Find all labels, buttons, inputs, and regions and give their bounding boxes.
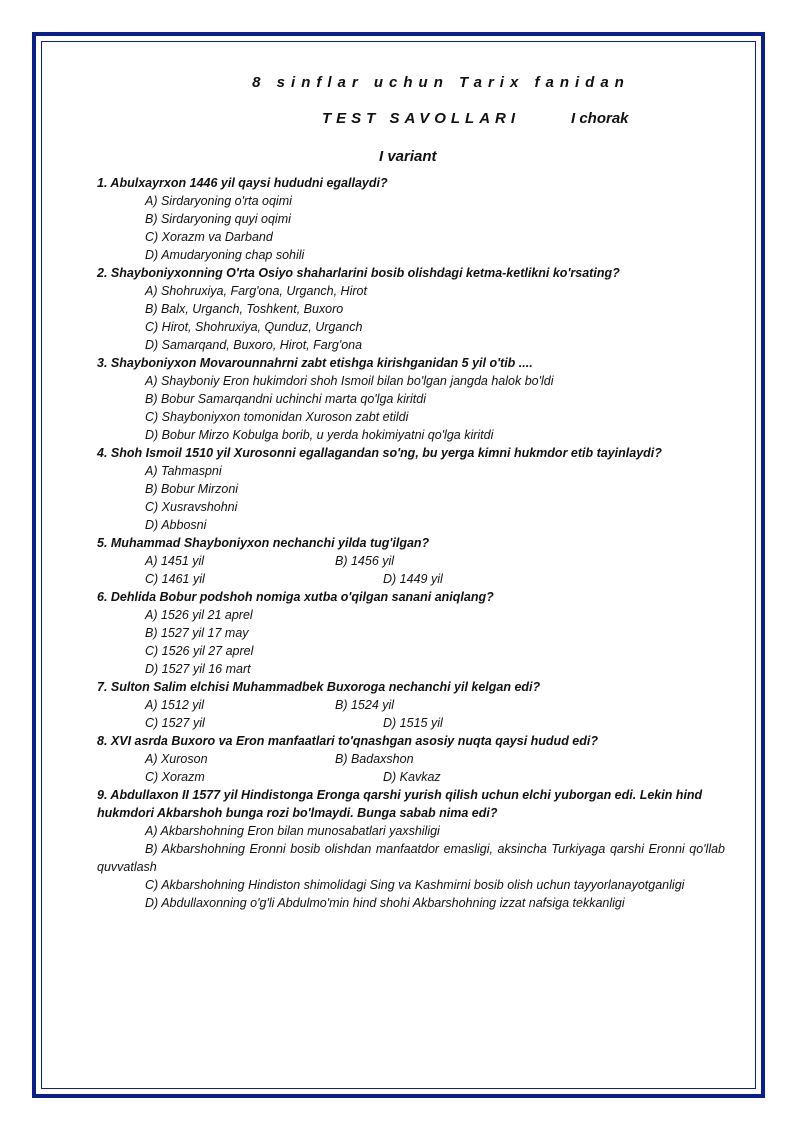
- answer-option: B) Bobur Mirzoni: [145, 482, 239, 496]
- answer-option: B) Sirdaryoning quyi oqimi: [145, 212, 291, 226]
- answer-option: B) 1456 yil: [335, 554, 395, 568]
- doc-subtitle: [97, 102, 725, 138]
- question-text: 3. Shayboniyxon Movarounnahrni zabt etishga kirishganidan 5 yil o'tib ....: [97, 356, 533, 370]
- answer-option: C) Shayboniyxon tomonidan Xuroson zabt etildi: [145, 410, 409, 424]
- answer-option: C) Xusravshohni: [145, 500, 238, 514]
- answer-option: D) Samarqand, Buxoro, Hirot, Farg'ona: [145, 338, 363, 352]
- answer-option: A) Shohruxiya, Farg'ona, Urganch, Hirot: [145, 284, 367, 298]
- answer-option: A) Xuroson: [145, 752, 208, 766]
- variant-text: I variant: [379, 148, 437, 165]
- answer-option: D) Kavkaz: [383, 770, 441, 784]
- answer-option: C) Xorazm: [145, 770, 205, 784]
- answer-option: C) Hirot, Shohruxiya, Qunduz, Urganch: [145, 320, 363, 334]
- answer-option: A) Shayboniy Eron hukimdori shoh Ismoil bilan bo'lgan jangda halok bo'ldi: [145, 374, 554, 388]
- answer-option: A) Akbarshohning Eron bilan munosabatlari yaxshiligi: [145, 824, 440, 838]
- question-text: 8. XVI asrda Buxoro va Eron manfaatlari to'qnashgan asosiy nuqta qaysi hudud edi?: [97, 734, 599, 748]
- answer-option: D) Amudaryoning chap sohili: [145, 248, 305, 262]
- answer-option: C) Akbarshohning Hindiston shimolidagi Sing va Kashmirni bosib olish uchun tayyorlanayotganligi: [145, 878, 685, 892]
- answer-option-row: [97, 696, 725, 714]
- answer-option: C) Xorazm va Darband: [145, 230, 273, 244]
- answer-option: B) Balx, Urganch, Toshkent, Buxoro: [145, 302, 344, 316]
- document-body: [97, 74, 725, 912]
- answer-option: C) 1527 yil: [145, 716, 205, 730]
- answer-option: D) 1527 yil 16 mart: [145, 662, 251, 676]
- test-heading: TEST SAVOLLARI: [322, 110, 521, 127]
- question-text: 7. Sulton Salim elchisi Muhammadbek Buxoroga nechanchi yil kelgan edi?: [97, 680, 541, 694]
- answer-option: B) Akbarshohning Eronni bosib olishdan manfaatdor emasligi, aksincha Turkiyaga qarshi Eronni qo'llab quvvatlash: [97, 842, 725, 874]
- answer-option: B) 1527 yil 17 may: [145, 626, 249, 640]
- question-text: 1. Abulxayrxon 1446 yil qaysi hududni egallaydi?: [97, 176, 388, 190]
- question-text: 5. Muhammad Shayboniyxon nechanchi yilda tug'ilgan?: [97, 536, 430, 550]
- answer-option-row: [97, 750, 725, 768]
- question-list: [97, 174, 725, 912]
- question-text: 6. Dehlida Bobur podshoh nomiga xutba o'qilgan sanani aniqlang?: [97, 590, 494, 604]
- answer-option: D) Abdullaxonning o'g'li Abdulmo'min hind shohi Akbarshohning izzat nafsiga tekkanligi: [145, 896, 625, 910]
- answer-option: D) Bobur Mirzo Kobulga borib, u yerda hokimiyatni qo'lga kiritdi: [145, 428, 494, 442]
- answer-option: B) Bobur Samarqandni uchinchi marta qo'lga kiritdi: [145, 392, 426, 406]
- answer-option: D) 1515 yil: [383, 716, 443, 730]
- answer-option: B) Badaxshon: [335, 752, 414, 766]
- answer-option: D) Abbosni: [145, 518, 207, 532]
- answer-option: C) 1461 yil: [145, 572, 205, 586]
- answer-option-row: [97, 570, 725, 588]
- question-text: 4. Shoh Ismoil 1510 yil Xurosonni egallagandan so'ng, bu yerga kimni hukmdor etib tayinlaydi?: [97, 446, 662, 460]
- answer-option: D) 1449 yil: [383, 572, 443, 586]
- answer-option-row: [97, 768, 725, 786]
- answer-option: A) 1526 yil 21 aprel: [145, 608, 253, 622]
- answer-option: A) 1451 yil: [145, 554, 205, 568]
- quarter-label: I chorak: [571, 110, 629, 127]
- answer-option: A) Tahmaspni: [145, 464, 222, 478]
- question-text: 9. Abdullaxon II 1577 yil Hindistonga Eronga qarshi yurish qilish uchun elchi yuborgan edi. Lekin hind hukmdori Akbarshoh bunga rozi bo'lmaydi. Bunga sabab nima edi?: [97, 788, 703, 820]
- variant-label: [97, 138, 725, 174]
- answer-option-row: [97, 552, 725, 570]
- answer-option-row: [97, 714, 725, 732]
- doc-title: 8 sinflar uchun Tarix fanidan: [252, 74, 630, 91]
- answer-option: A) 1512 yil: [145, 698, 205, 712]
- question-text: 2. Shayboniyxonning O'rta Osiyo shaharlarini bosib olishdagi ketma-ketlikni ko'rsating?: [97, 266, 620, 280]
- answer-option: B) 1524 yil: [335, 698, 395, 712]
- answer-option: C) 1526 yil 27 aprel: [145, 644, 254, 658]
- answer-option: A) Sirdaryoning o'rta oqimi: [145, 194, 292, 208]
